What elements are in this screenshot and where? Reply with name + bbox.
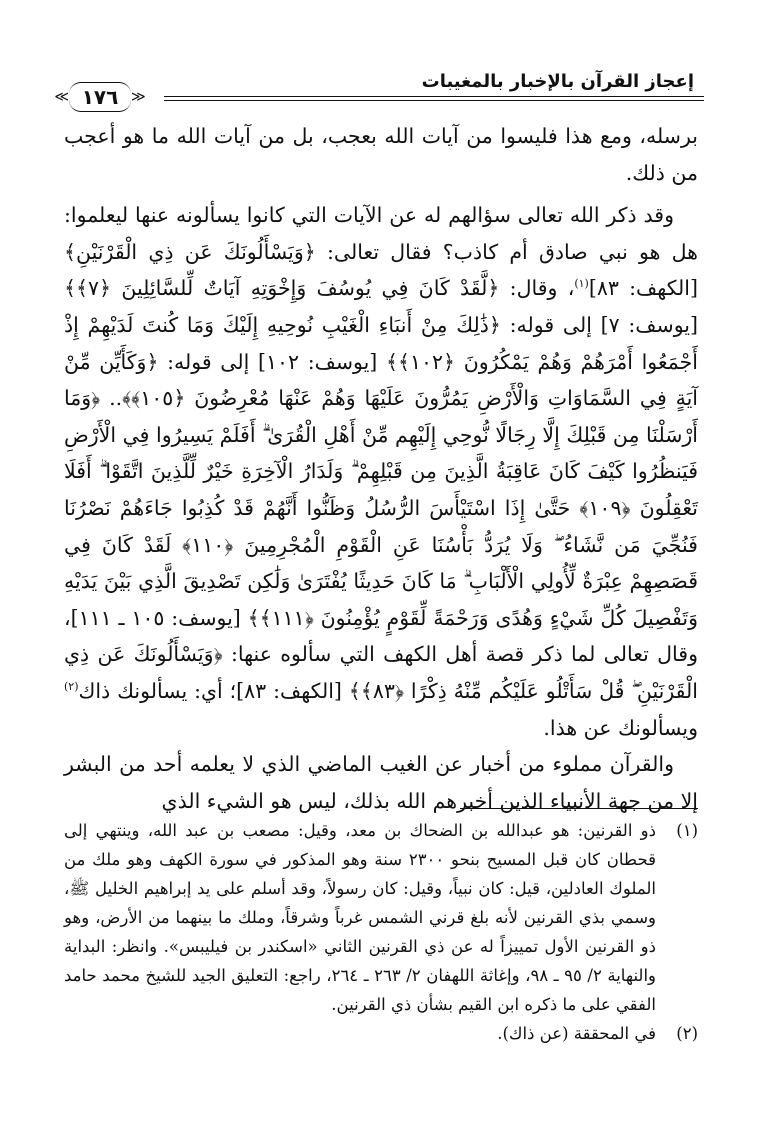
paragraph-3: والقرآن مملوء من أخبار عن الغيب الماضي الذي لا يعلمه أحد من البشر إلا من جهة الأنبياء الذين أخبرهم الله بذلك، ليس هو الشيء الذي [64,752,698,813]
footnote-1-text: ذو القرنين: هو عبدالله بن الضحاك بن معد، وقيل: مصعب بن عبد الله، وينتهي إلى قحطان كان قبل المسيح بنحو ٢٣٠٠ سنة وهو المذكور في سورة الكهف وهو ملك من الملوك العادلين، قيل: كان نبياً، وقيل: كان رسولاً، وقد أسلم على يد إبراهيم الخليل ﷺ، وسمي بذي القرنين لأنه بلغ قرني الشمس غرباً وشرقاً، وملك ما بينهما من الأرض، وهو ذو القرنين الأول تمييزاً له عن ذي القرنين الثاني «اسكندر بن فيليبس». وانظر: البداية والنهاية ٢/ ٩٥ ـ ٩٨، وإغاثة اللهفان ٢/ ٢٦٣ ـ ٢٦٤، راجع: التعليق الجيد للشيخ محمد حامد الفقي على ما ذكره ابن القيم بشأن ذي القرنين. [64,821,656,1014]
paragraph-2-part-3: ويسألونك عن هذا. [543,715,698,740]
page-number-ornament-left: ≪ [54,89,69,105]
page-number-frame [36,82,164,112]
paragraph-2-part-1: وقد ذكر الله تعالى سؤالهم له عن الآيات التي كانوا يسألونه عنها ليعلموا: هل هو نبي صادق أم كاذب؟ فقال تعالى: ﴿وَيَسْأَلُونَكَ عَن ذِي الْقَرْنَيْنِ﴾ [الكهف: ٨٣] [64,203,698,301]
footnotes [64,816,698,1048]
running-title: إعجاز القرآن بالإخبار بالمغيبات [421,71,694,92]
footnote-ref-1[interactable]: (١) [574,277,589,291]
paragraph-2 [64,197,698,746]
page-number: ١٧٦ [69,82,131,112]
footnote-2-number: (٢) [676,1024,698,1043]
footnote-1 [64,816,698,1019]
footnote-2 [64,1019,698,1048]
footnote-separator [460,808,698,809]
paragraph-2-part-2: ، وقال: ﴿لَّقَدْ كَانَ فِي يُوسُفَ وَإِخْوَتِهِ آيَاتٌ لِّلسَّائِلِينَ ﴿٧﴾﴾ [يوسف: ٧] إلى قوله: ﴿ذَٰلِكَ مِنْ أَنبَاءِ الْغَيْبِ نُوحِيهِ إِلَيْكَ وَمَا كُنتَ لَدَيْهِمْ إِذْ أَجْمَعُوا أَمْرَهُمْ وَهُمْ يَمْكُرُونَ ﴿١٠٢﴾﴾ [يوسف: ١٠٢] إلى قوله: ﴿وَكَأَيِّن مِّنْ آيَةٍ فِي السَّمَاوَاتِ وَالْأَرْضِ يَمُرُّونَ عَلَيْهَا وَهُمْ عَنْهَا مُعْرِضُونَ ﴿١٠٥﴾﴾.. ﴿وَمَا أَرْسَلْنَا مِن قَبْلِكَ إِلَّا رِجَالًا نُّوحِي إِلَيْهِم مِّنْ أَهْلِ الْقُرَىٰ ۗ أَفَلَمْ يَسِيرُوا فِي الْأَرْضِ فَيَنظُرُوا كَيْفَ كَانَ عَاقِبَةُ الَّذِينَ مِن قَبْلِهِمْ ۗ وَلَدَارُ الْآخِرَةِ خَيْرٌ لِّلَّذِينَ اتَّقَوْا ۗ أَفَلَا تَعْقِلُونَ ﴿١٠٩﴾ حَتَّىٰ إِذَا اسْتَيْأَسَ الرُّسُلُ وَظَنُّوا أَنَّهُمْ قَدْ كُذِبُوا جَاءَهُمْ نَصْرُنَا فَنُجِّيَ مَن نَّشَاءُ ۖ وَلَا يُرَدُّ بَأْسُنَا عَنِ الْقَوْمِ الْمُجْرِمِينَ ﴿١١٠﴾ لَقَدْ كَانَ فِي قَصَصِهِمْ عِبْرَةٌ لِّأُولِي الْأَلْبَابِ ۗ مَا كَانَ حَدِيثًا يُفْتَرَىٰ وَلَٰكِن تَصْدِيقَ الَّذِي بَيْنَ يَدَيْهِ وَتَفْصِيلَ كُلِّ شَيْءٍ وَهُدًى وَرَحْمَةً لِّقَوْمٍ يُؤْمِنُونَ ﴿١١١﴾﴾ [يوسف: ١٠٥ ـ ١١١]، وقال تعالى لما ذكر قصة أهل الكهف التي سألوه عنها: ﴿وَيَسْأَلُونَكَ عَن ذِي الْقَرْنَيْنِ ۖ قُلْ سَأَتْلُو عَلَيْكُم مِّنْهُ ذِكْرًا ﴿٨٣﴾﴾ [الكهف: ٨٣]؛ أي: يسألونك ذاك [64,276,699,703]
paragraph-1: برسله، ومع هذا فليسوا من آيات الله بعجب، بل من آيات الله ما هو أعجب من ذلك. [64,124,698,185]
main-text [64,118,698,819]
footnote-1-number: (١) [676,821,698,840]
page-number-ornament-right: ≫ [131,89,146,105]
footnote-2-text: في المحققة (عن ذاك). [497,1024,656,1043]
footnote-ref-2[interactable]: (٢) [64,680,79,694]
